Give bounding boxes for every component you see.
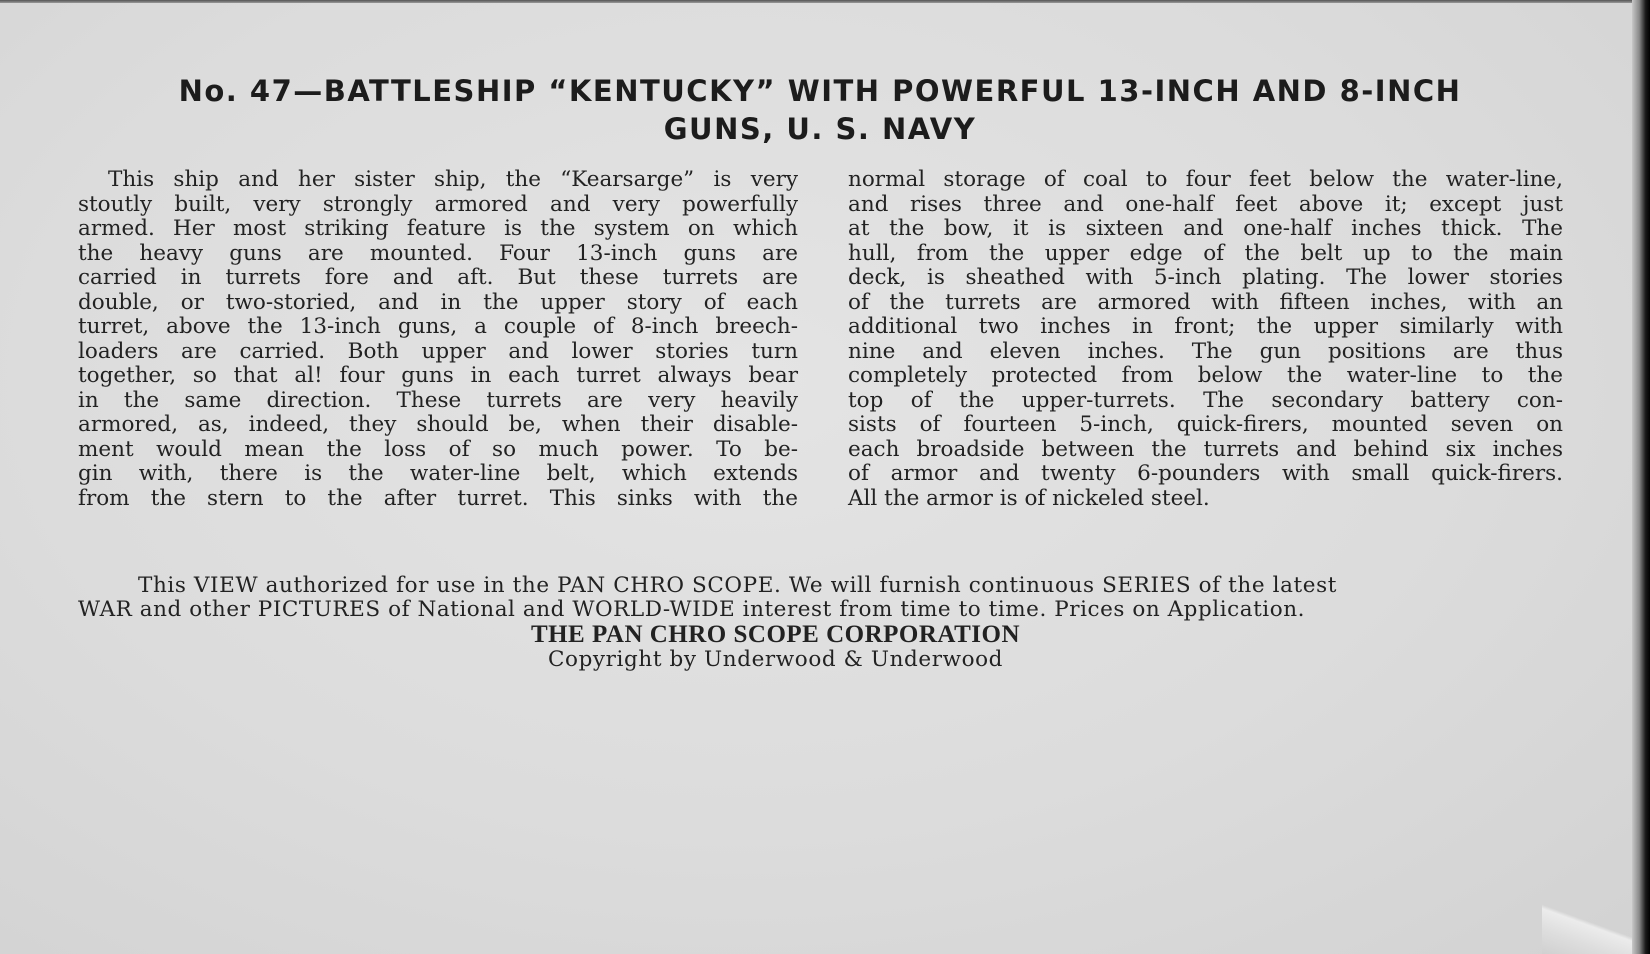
card-corner-fold xyxy=(1542,904,1632,954)
text-line: double, or two-storied, and in the upper story of each xyxy=(78,289,798,315)
text-line: stoutly built, very strongly armored and very powerfully xyxy=(78,191,798,217)
footer-line-1: This VIEW authorized for use in the PAN CHRO SCOPE. We will furnish continuous SERIES of the latest xyxy=(138,573,1337,598)
text-line: top of the upper-turrets. The secondary battery con- xyxy=(848,387,1563,413)
text-line: sists of fourteen 5-inch, quick-firers, mounted seven on xyxy=(848,412,1563,437)
text-line: gin with, there is the water-line belt, which extends xyxy=(78,461,798,486)
text-line: additional two inches in front; the upper similarly with xyxy=(848,314,1563,339)
title-line-1: No. 47—BATTLESHIP “KENTUCKY” WITH POWERFUL 13-INCH AND 8-INCH xyxy=(178,74,1462,108)
text-line: hull, from the upper edge of the belt up to the main xyxy=(848,240,1563,266)
text-line: normal storage of coal to four feet below the water-line, xyxy=(848,167,1563,192)
card-title xyxy=(80,72,1560,148)
text-line: completely protected from below the water-line to the xyxy=(848,363,1563,388)
text-line: and rises three and one-half feet above it; except just xyxy=(848,191,1563,217)
text-line: armed. Her most striking feature is the system on which xyxy=(78,216,798,241)
card-top-edge xyxy=(0,0,1650,3)
text-line: armored, as, indeed, they should be, when their disable- xyxy=(78,412,798,437)
text-line: All the armor is of nickeled steel. xyxy=(848,485,1210,511)
copyright-notice: Copyright by Underwood & Underwood xyxy=(547,647,1004,672)
text-line: together, so that al! four guns in each turret always bear xyxy=(78,363,798,388)
publisher-footer xyxy=(78,574,1563,672)
text-line: of the turrets are armored with fifteen inches, with an xyxy=(848,289,1563,315)
text-line: each broadside between the turrets and behind six inches xyxy=(848,436,1563,462)
text-line: carried in turrets fore and aft. But these turrets are xyxy=(78,265,798,290)
left-text-column xyxy=(78,168,798,511)
text-line: loaders are carried. Both upper and lower stories turn xyxy=(78,338,798,364)
text-line: This ship and her sister ship, the “Kearsarge” is very xyxy=(108,167,798,192)
title-line-2: GUNS, U. S. NAVY xyxy=(663,112,977,146)
text-line: from the stern to the after turret. This sinks with the xyxy=(78,485,798,511)
text-line: of armor and twenty 6-pounders with small quick-firers. xyxy=(848,461,1563,486)
text-line: nine and eleven inches. The gun positions are thus xyxy=(848,338,1563,364)
right-text-column xyxy=(848,168,1563,511)
text-line: ment would mean the loss of so much power. To be- xyxy=(78,436,798,462)
text-line: deck, is sheathed with 5-inch plating. The lower stories xyxy=(848,265,1563,290)
text-line: at the bow, it is sixteen and one-half inches thick. The xyxy=(848,216,1563,241)
footer-line-2: WAR and other PICTURES of National and WORLD-WIDE interest from time to time. Prices on Application. xyxy=(78,597,1306,622)
text-line: turret, above the 13-inch guns, a couple of 8-inch breech- xyxy=(78,314,798,339)
text-line: the heavy guns are mounted. Four 13-inch guns are xyxy=(78,240,798,266)
text-line: in the same direction. These turrets are very heavily xyxy=(78,387,798,413)
card-right-edge xyxy=(1632,0,1650,954)
corporation-name: THE PAN CHRO SCOPE CORPORATION xyxy=(530,621,1021,648)
